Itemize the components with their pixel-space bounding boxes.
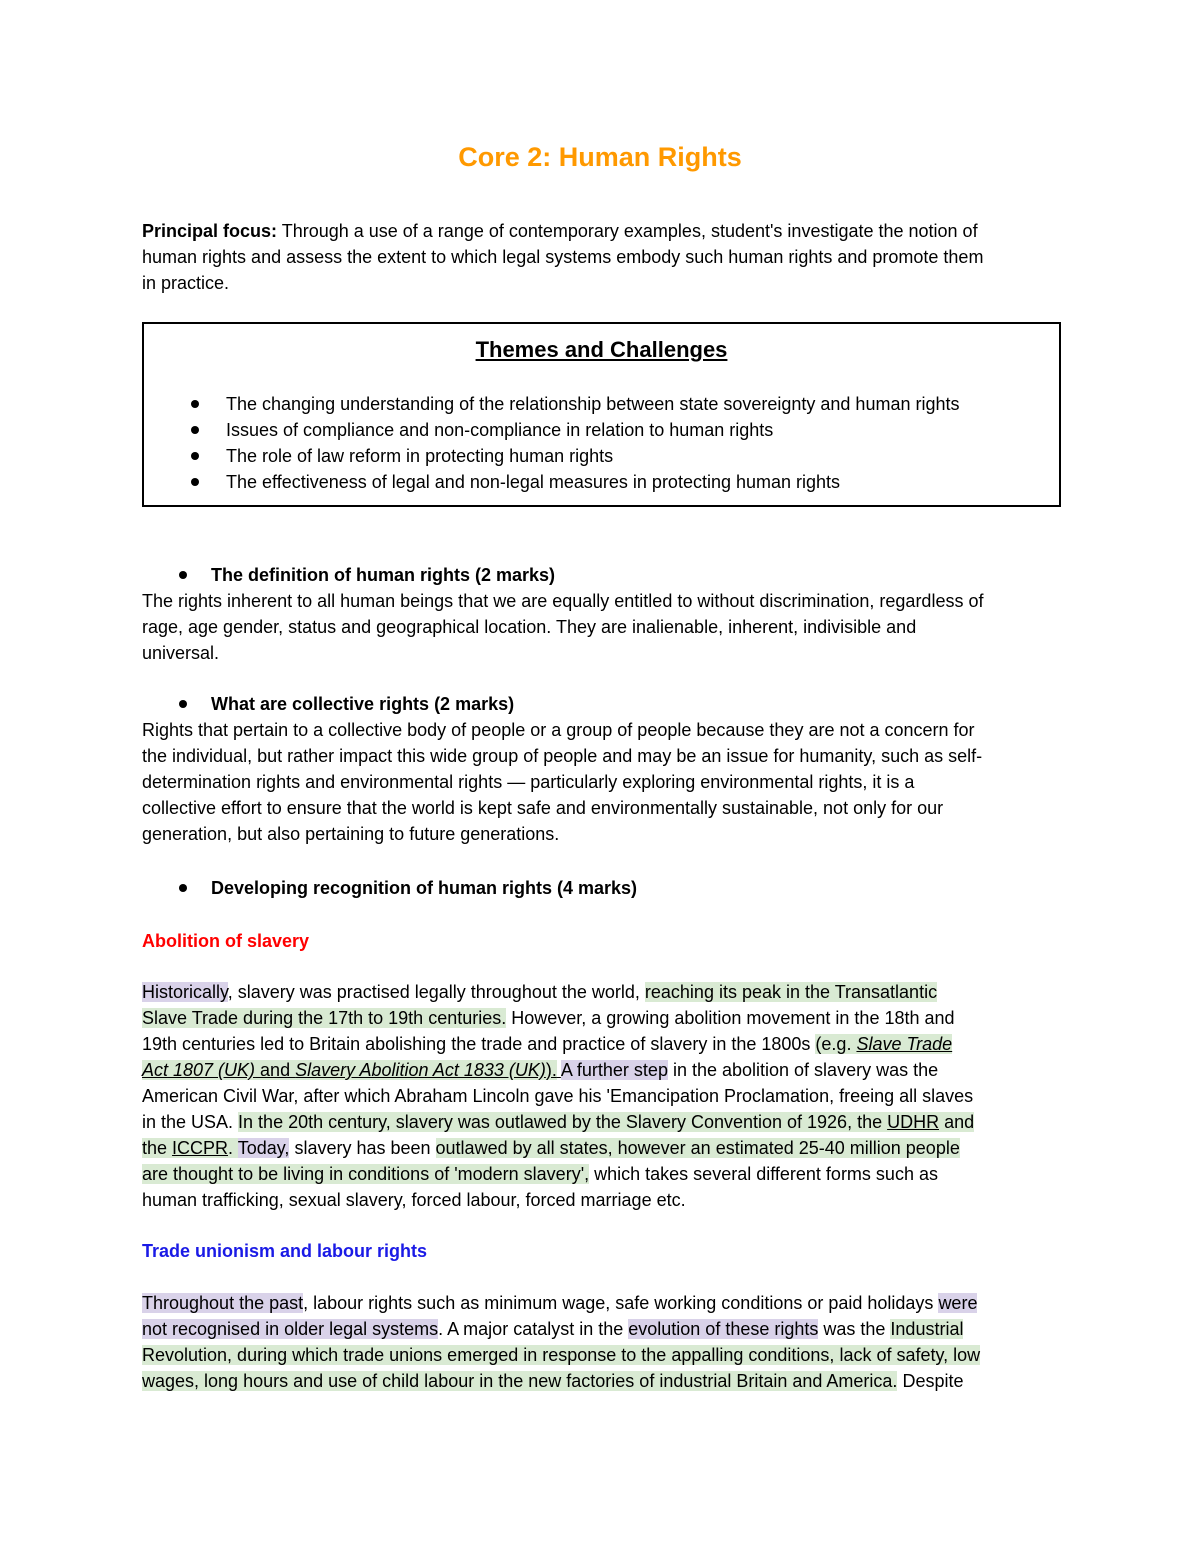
themes-item: Issues of compliance and non-compliance in relation to human rights [189,417,959,443]
themes-title: Themes and Challenges [475,337,728,362]
slavery-paragraph: Historically, slavery was practised legally throughout the world, reaching its peak in the Transatlantic Slave Trade during the 17th to 19th centuries. However, a growing abolition movement in the 18th and 19th centuries led to Britain abolishing the trade and practice of slavery in the 1800s (e.g. Slave Trade Act 1807 (UK) and Slavery Abolition Act 1833 (UK)). A further step in the abolition of slavery was the American Civil War, after which Abraham Lincoln gave his 'Emancipation Proclamation, freeing all slaves in the USA. In the 20th century, slavery was outlawed by the Slavery Convention of 1926, the UDHR and the ICCPR. Today, slavery has been outlawed by all states, however an estimated 25-40 million people are thought to be living in conditions of 'modern slavery', which takes several different forms such as human trafficking, sexual slavery, forced labour, forced marriage etc. [142,982,975,1210]
collective-heading: What are collective rights (2 marks) [142,691,1062,717]
themes-box [142,322,1061,507]
bullet-icon [191,426,199,434]
labour-paragraph: Throughout the past, labour rights such as minimum wage, safe working conditions or paid holidays were not recognised in older legal systems. A major catalyst in the evolution of these rights was the Industrial Revolution, during which trade unions emerged in response to the appalling conditions, lack of safety, low wages, long hours and use of child labour in the new factories of industrial Britain and America. Despite [142,1293,981,1391]
themes-item: The changing understanding of the relationship between state sovereignty and human rights [189,391,959,417]
bullet-icon [191,478,199,486]
page-title: Core 2: Human Rights [458,142,742,172]
bullet-icon [179,571,187,579]
themes-item: The role of law reform in protecting human rights [189,443,959,469]
bullet-icon [179,700,187,708]
collective-section: What are collective rights (2 marks) Rights that pertain to a collective body of people or a group of people because they are not a concern for the individual, but rather impact this wide group of people and may be an issue for humanity, such as self- determination rights and environmental rights — particularly exploring environmental rights, it is a collective effort to ensure that the world is kept safe and environmentally sustainable, not only for our generation, but also pertaining to future generations. [142,691,1062,847]
bullet-icon [179,884,187,892]
developing-section [142,875,1062,901]
principal-focus: Principal focus: Through a use of a range of contemporary examples, student's investigate the notion of human rights and assess the extent to which legal systems embody such human rights and promote them in practice. [142,221,984,293]
developing-heading: Developing recognition of human rights (4 marks) [142,875,1062,901]
themes-list [189,391,959,495]
definition-heading: The definition of human rights (2 marks) [142,562,1062,588]
slavery-heading: Abolition of slavery [142,931,310,951]
definition-section: The definition of human rights (2 marks) The rights inherent to all human beings that we are equally entitled to without discrimination, regardless of rage, age gender, status and geographical location. They are inalienable, inherent, indivisible and universal. [142,562,1062,666]
themes-item: The effectiveness of legal and non-legal measures in protecting human rights [189,469,959,495]
labour-heading: Trade unionism and labour rights [142,1241,428,1261]
bullet-icon [191,452,199,460]
principal-focus-label: Principal focus: [142,221,278,241]
bullet-icon [191,400,199,408]
